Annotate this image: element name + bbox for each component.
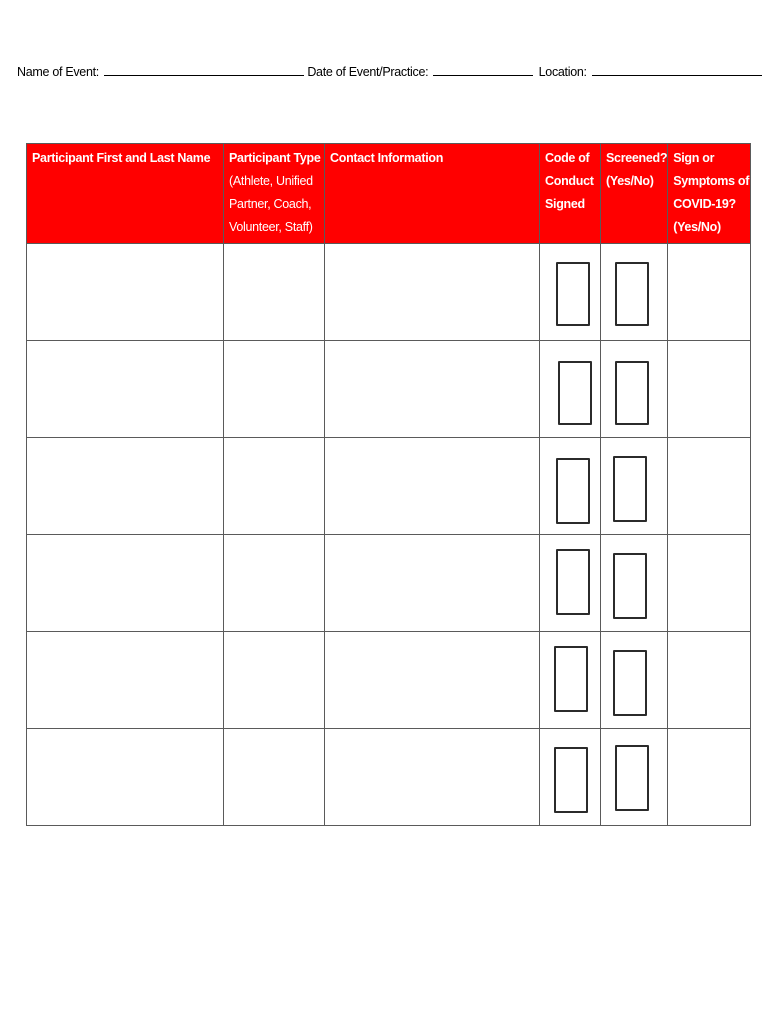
screened-cell [601, 535, 668, 632]
symptoms-cell[interactable] [668, 632, 751, 729]
symptoms-cell[interactable] [668, 341, 751, 438]
contact-cell[interactable] [325, 535, 540, 632]
screened-cell [601, 729, 668, 826]
name-cell[interactable] [27, 729, 224, 826]
code-of-conduct-checkbox[interactable] [556, 458, 590, 524]
table-header-row [27, 144, 751, 244]
column-header-type: Participant Type (Athlete, Unified Partner, Coach, Volunteer, Staff) [224, 144, 325, 244]
screened-cell [601, 438, 668, 535]
symptoms-cell[interactable] [668, 729, 751, 826]
column-header-contact: Contact Information [325, 144, 540, 244]
name-cell[interactable] [27, 632, 224, 729]
screened-checkbox[interactable] [613, 456, 647, 522]
type-cell[interactable] [224, 244, 325, 341]
event-date-label: Date of Event/Practice: [307, 65, 429, 79]
screened-checkbox[interactable] [615, 745, 649, 811]
table-row [27, 729, 751, 826]
code-of-conduct-cell [540, 438, 601, 535]
screened-cell [601, 341, 668, 438]
code-of-conduct-cell [540, 244, 601, 341]
code-of-conduct-checkbox[interactable] [554, 646, 588, 712]
screened-checkbox[interactable] [613, 650, 647, 716]
name-cell[interactable] [27, 438, 224, 535]
screened-cell [601, 244, 668, 341]
screened-checkbox[interactable] [613, 553, 647, 619]
code-of-conduct-checkbox[interactable] [556, 549, 590, 615]
event-info-line [17, 63, 737, 83]
contact-cell[interactable] [325, 244, 540, 341]
location-field[interactable] [592, 63, 762, 76]
name-cell[interactable] [27, 535, 224, 632]
participant-table [26, 143, 751, 826]
column-header-symptoms: Sign or Symptoms of COVID-19? (Yes/No) [668, 144, 751, 244]
code-of-conduct-checkbox[interactable] [554, 747, 588, 813]
symptoms-cell[interactable] [668, 244, 751, 341]
event-name-label: Name of Event: [17, 65, 99, 79]
location-label: Location: [538, 65, 587, 79]
symptoms-cell[interactable] [668, 535, 751, 632]
contact-cell[interactable] [325, 632, 540, 729]
event-name-field[interactable] [104, 63, 304, 76]
code-of-conduct-checkbox[interactable] [556, 262, 590, 326]
symptoms-cell[interactable] [668, 438, 751, 535]
type-cell[interactable] [224, 341, 325, 438]
table-row [27, 438, 751, 535]
name-cell[interactable] [27, 244, 224, 341]
table-row [27, 341, 751, 438]
table-row [27, 632, 751, 729]
type-cell[interactable] [224, 632, 325, 729]
column-header-code-of-conduct: Code of Conduct Signed [540, 144, 601, 244]
screened-checkbox[interactable] [615, 361, 649, 425]
code-of-conduct-checkbox[interactable] [558, 361, 592, 425]
type-cell[interactable] [224, 438, 325, 535]
name-cell[interactable] [27, 341, 224, 438]
code-of-conduct-cell [540, 729, 601, 826]
code-of-conduct-cell [540, 632, 601, 729]
column-header-name: Participant First and Last Name [27, 144, 224, 244]
column-header-screened: Screened? (Yes/No) [601, 144, 668, 244]
event-date-field[interactable] [433, 63, 533, 76]
contact-cell[interactable] [325, 729, 540, 826]
contact-cell[interactable] [325, 438, 540, 535]
screened-cell [601, 632, 668, 729]
contact-cell[interactable] [325, 341, 540, 438]
type-cell[interactable] [224, 729, 325, 826]
screened-checkbox[interactable] [615, 262, 649, 326]
type-cell[interactable] [224, 535, 325, 632]
table-row [27, 535, 751, 632]
table-row [27, 244, 751, 341]
code-of-conduct-cell [540, 341, 601, 438]
code-of-conduct-cell [540, 535, 601, 632]
